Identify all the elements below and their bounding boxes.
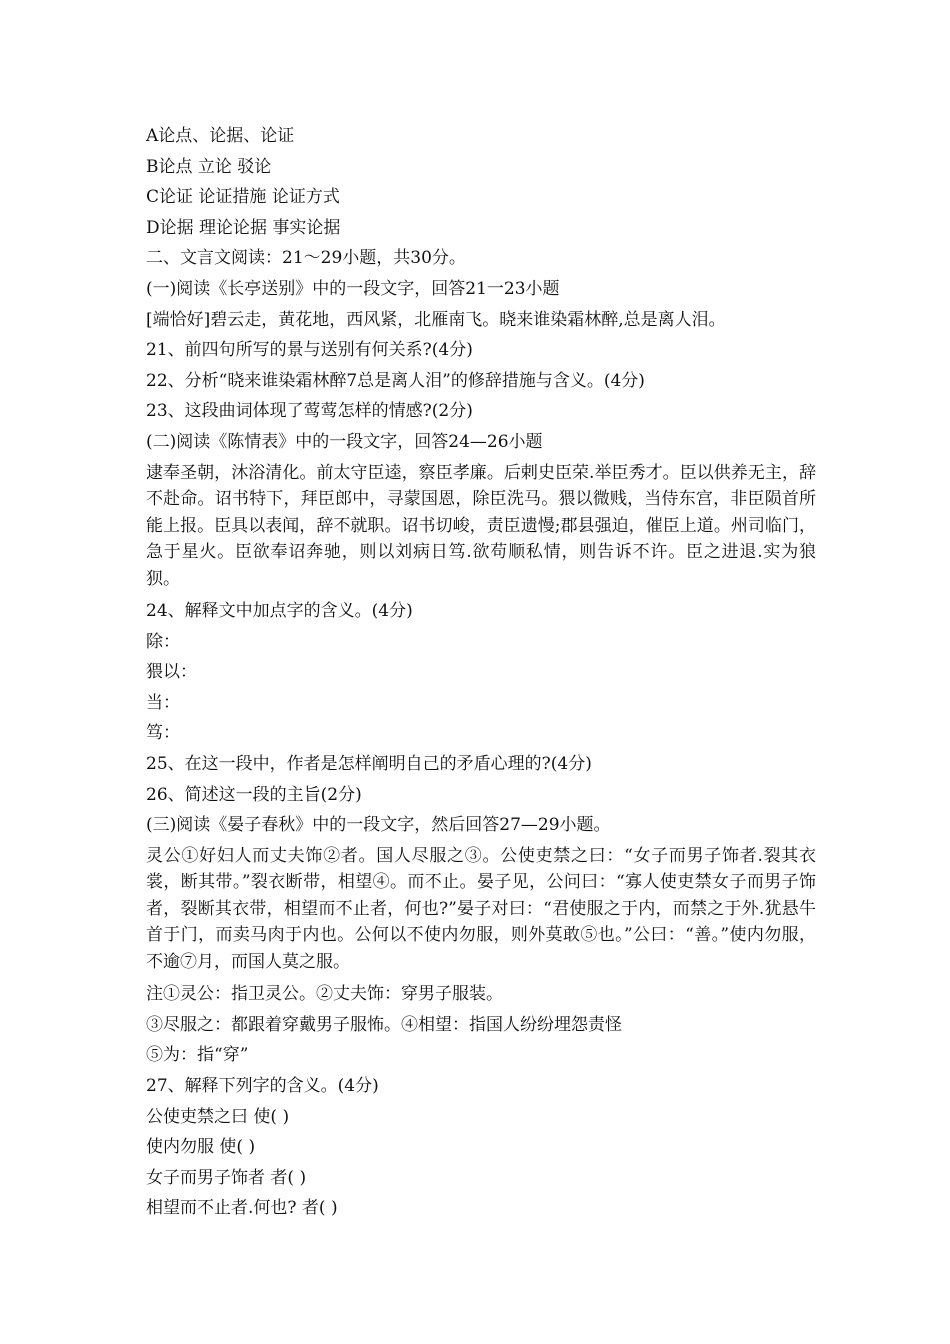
question-27-item-2: 使内勿服 使( )	[146, 1137, 256, 1158]
answer-blank-chu: 除：	[146, 631, 180, 652]
note-1: 注①灵公：指卫灵公。②丈夫饰：穿男子服装。	[146, 984, 503, 1005]
answer-blank-dang: 当：	[146, 692, 180, 713]
passage-yanzi: 灵公①好妇人而丈夫饰②者。国人尽服之③。公使吏禁之曰：“女子而男子饰者.裂其衣裳，断其带。”裂衣断带，相望④。而不止。晏子见，公问曰：“寡人使吏禁女子而男子饰者，裂断其衣带，相望而不止者，何也?”晏子对曰：“君使服之于内，而禁之于外.犹悬牛首于门，而卖马肉于内也。公何以不使内勿服，则外莫敢⑤也。”公曰：“善。”使内勿服，不逾⑦月，而国人莫之服。	[146, 845, 816, 972]
question-21: 21、前四句所写的景与送别有何关系?(4分)	[146, 340, 473, 361]
question-23: 23、这段曲词体现了莺莺怎样的情感?(2分)	[146, 401, 473, 422]
section-heading-classical-reading: 二、文言文阅读：21～29小题，共30分。	[146, 248, 466, 269]
question-27-item-1: 公使吏禁之曰 使( )	[146, 1106, 290, 1127]
question-27-item-3: 女子而男子饰者 者( )	[146, 1167, 307, 1188]
note-3: ⑤为：指“穿”	[146, 1045, 249, 1066]
passage-changting: [端恰好]碧云走，黄花地，西风紧，北雁南飞。晓来谁染霜林醉,总是离人泪。	[146, 309, 726, 330]
option-a: A论点、论据、论证	[146, 126, 295, 146]
option-b: B论点 立论 驳论	[146, 156, 272, 177]
question-27: 27、解释下列字的含义。(4分)	[146, 1076, 379, 1097]
question-27-item-4: 相望而不止者.何也? 者( )	[146, 1198, 338, 1219]
passage-chenqing: 逮奉圣朝，沐浴清化。前太守臣逵，察臣孝廉。后剌史臣荣.举臣秀才。臣以供养无主，辞不赴命。诏书特下，拜臣郎中，寻蒙国恩，除臣洗马。猥以微贱，当侍东宫，非臣陨首所能上报。臣具以表闻，辞不就职。诏书切峻，责臣遗慢;郡县强迫，催臣上道。州司临门，急于星火。臣欲奉诏奔驰，则以刘病日笃.欲苟顺私情，则告诉不许。臣之进退.实为狼狈。	[146, 462, 816, 589]
question-26: 26、简述这一段的主旨(2分)	[146, 784, 362, 805]
answer-blank-du: 笃：	[146, 723, 180, 744]
document-body	[146, 121, 816, 1224]
question-22: 22、分析“晓来谁染霜林醉7总是离人泪”的修辞措施与含义。(4分)	[146, 370, 645, 391]
subsection-heading-changting: (一)阅读《长亭送别》中的一段文字，回答21一23小题	[146, 278, 560, 299]
subsection-heading-yanzi: (三)阅读《晏子春秋》中的一段文字，然后回答27—29小题。	[146, 815, 611, 836]
question-25: 25、在这一段中，作者是怎样阐明自己的矛盾心理的?(4分)	[146, 754, 592, 774]
option-c: C论证 论证措施 论证方式	[146, 187, 340, 208]
answer-blank-weiyi: 猥以：	[146, 662, 197, 683]
question-24: 24、解释文中加点字的含义。(4分)	[146, 601, 413, 622]
subsection-heading-chenqing: (二)阅读《陈情表》中的一段文字，回答24—26小题	[146, 431, 543, 452]
option-d: D论据 理论论据 事实论据	[146, 217, 341, 238]
note-2: ③尽服之：都跟着穿戴男子服怖。④相望：指国人纷纷埋怨责怪	[146, 1014, 622, 1035]
